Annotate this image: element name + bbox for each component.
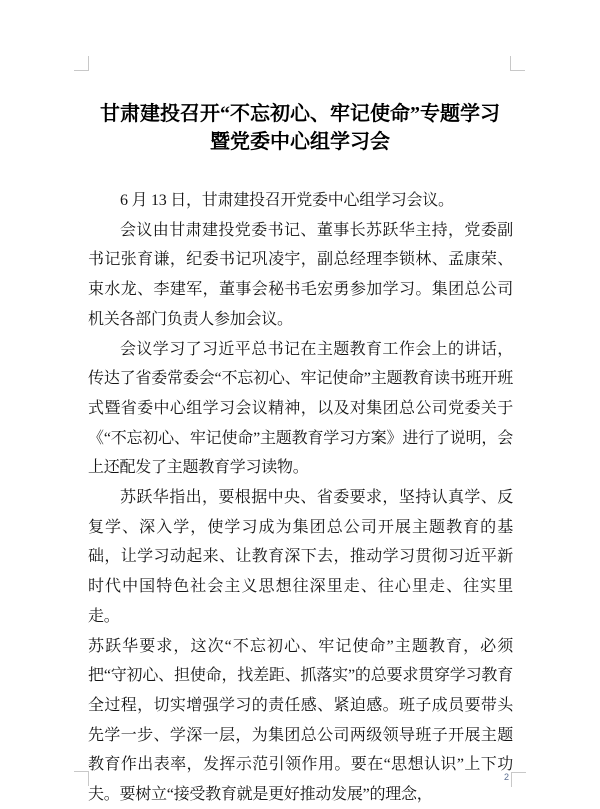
paragraph-date-line: 6 月 13 日，甘肃建投召开党委中心组学习会议。 — [120, 192, 454, 209]
paragraph-attendees: 会议由甘肃建投党委书记、董事长苏跃华主持，党委副书记张育谦，纪委书记巩凌宇，副总经理李锁林、孟康荣、束水龙、李建军，董事会秘书毛宏勇参加学习。集团总公司机关各部门负责人参加会议。 — [88, 221, 513, 328]
document-body — [88, 186, 513, 809]
document-title-line-1: 甘肃建投召开“不忘初心、牢记使命”专题学习 — [100, 103, 500, 125]
document-title — [86, 100, 514, 156]
page-number: 2 — [504, 772, 510, 782]
text-boundary-mark-bottom-left — [74, 771, 89, 786]
paragraph-su-yuehua-points: 苏跃华指出，要根据中央、省委要求，坚持认真学、反复学、深入学，使学习成为集团总公司开展主题教育的基础，让学习动起来、让教育深下去，推动学习贯彻习近平新时代中国特色社会主义思想往深里走、往心里走、往实里走。 — [88, 489, 513, 625]
paragraph-su-yuehua-demands: 苏跃华要求，这次“不忘初心、牢记使命”主题教育，必须把“守初心、担使命，找差距、抓落实”的总要求贯穿学习教育全过程，切实增强学习的责任感、紧迫感。班子成员要带头先学一步、学深一层，为集团总公司两级领导班子开展主题教育作出表率，发挥示范引领作用。要在“思想认识”上下功夫。要树立“接受教育就是更好推动发展”的理念， — [88, 637, 513, 804]
document-title-line-2: 暨党委中心组学习会 — [210, 131, 390, 153]
text-boundary-mark-top-right — [510, 56, 525, 71]
text-boundary-mark-bottom-right — [511, 772, 526, 787]
text-boundary-mark-top-left — [74, 56, 89, 71]
paragraph-meeting-content: 会议学习了习近平总书记在主题教育工作会上的讲话，传达了省委常委会“不忘初心、牢记使命”主题教育读书班开班式暨省委中心组学习会议精神，以及对集团总公司党委关于《“不忘初心、牢记使命”主题教育学习方案》进行了说明，会上还配发了主题教育学习读物。 — [88, 340, 513, 477]
